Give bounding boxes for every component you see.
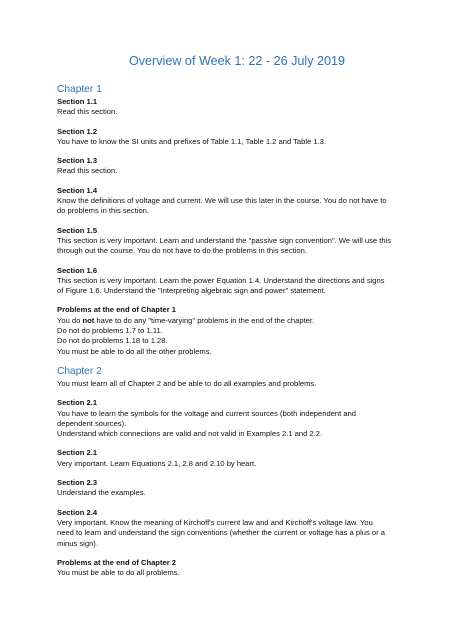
section-2-1 — [57, 398, 427, 439]
section-1-3 — [57, 156, 427, 177]
section-text: Very important. Learn Equations 2.1, 2.8 and 2.10 by heart. — [57, 458, 257, 468]
section-heading: Section 1.1 — [57, 97, 98, 106]
section-heading: Problems at the end of Chapter 2 — [57, 557, 176, 567]
section-text: Read this section. — [57, 166, 118, 176]
section-text — [57, 316, 427, 326]
section-heading: Section 2.1 — [57, 398, 98, 408]
text-run: have to do any "time-varying" problems in the end of the chapter. — [94, 315, 315, 325]
problems-chapter-1 — [57, 305, 427, 356]
section-text: of Figure 1.6. Understand the "Interpreting algebraic sign and power" statement. — [57, 286, 326, 296]
section-text: Read this section. — [57, 107, 118, 117]
emphasis-text: not — [82, 315, 95, 325]
section-2-1-equations — [57, 448, 427, 469]
section-heading: Problems at the end of Chapter 1 — [57, 305, 176, 315]
section-text: do problems in this section. — [57, 206, 150, 216]
chapter-2-intro — [57, 379, 427, 389]
section-text: need to learn and understand the sign conventions (whether the current or voltage has a plus or a — [57, 528, 386, 538]
section-text: This section is very important. Learn and understand the "passive sign convention". We will use this — [57, 235, 392, 245]
section-1-5 — [57, 226, 427, 257]
section-text: You must be able to do all the other problems. — [57, 346, 212, 356]
section-heading: Section 1.6 — [57, 265, 98, 275]
section-text: Understand the examples. — [57, 488, 146, 498]
chapter-intro-text: You must learn all of Chapter 2 and be able to do all examples and problems. — [57, 378, 317, 388]
section-text: You have to know the SI units and prefixes of Table 1.1, Table 1.2 and Table 1.3. — [57, 136, 327, 146]
section-text: Understand which connections are valid and not valid in Examples 2.1 and 2.2. — [57, 429, 323, 439]
section-text: You have to learn the symbols for the voltage and current sources (both independent and — [57, 408, 357, 418]
section-1-1 — [57, 97, 427, 118]
section-text: Do not do problems 1.7 to 1.11. — [57, 326, 163, 336]
section-text: Very important. Know the meaning of Kirchoff's current law and and Kirchoff's voltage law. You — [57, 517, 373, 527]
section-heading: Section 2.3 — [57, 478, 98, 488]
text-run: You do — [57, 315, 83, 325]
document-body — [57, 84, 427, 587]
section-heading: Section 2.1 — [57, 448, 98, 458]
section-1-6 — [57, 266, 427, 297]
chapter-1-heading: Chapter 1 — [57, 84, 102, 95]
section-1-4 — [57, 186, 427, 217]
section-heading: Section 1.5 — [57, 225, 98, 235]
section-heading: Section 1.4 — [57, 185, 98, 195]
section-text: Know the definitions of voltage and current. We will use this later in the course. You do not have to — [57, 196, 387, 206]
page-title: Overview of Week 1: 22 - 26 July 2019 — [128, 54, 346, 68]
section-2-4 — [57, 508, 427, 549]
section-text: This section is very important. Learn the power Equation 1.4. Understand the directions and signs — [57, 275, 385, 285]
section-text: through out the course. You do not have to do the problems in this section. — [57, 246, 307, 256]
section-heading: Section 1.3 — [57, 156, 98, 166]
section-text: dependent sources). — [57, 418, 127, 428]
section-text: You must be able to do all problems. — [57, 568, 180, 578]
chapter-2-heading: Chapter 2 — [57, 365, 102, 377]
section-1-2 — [57, 127, 427, 148]
problems-chapter-2 — [57, 558, 427, 579]
section-heading: Section 1.2 — [57, 126, 98, 136]
section-2-3 — [57, 478, 427, 499]
section-heading: Section 2.4 — [57, 507, 98, 517]
section-text: minus sign). — [57, 538, 98, 548]
section-text: Do not do problems 1.18 to 1.28. — [57, 336, 168, 346]
